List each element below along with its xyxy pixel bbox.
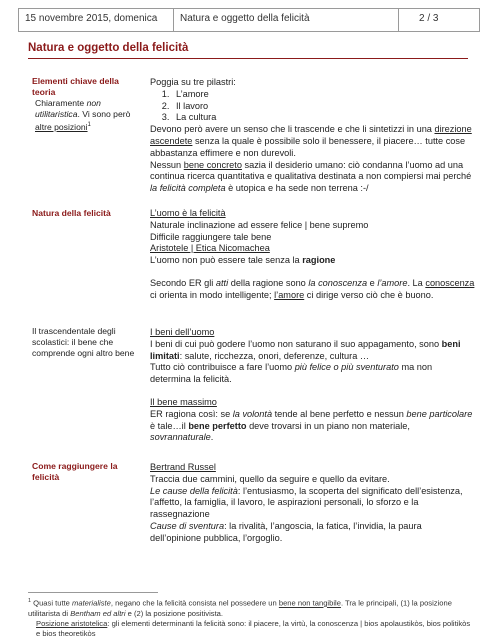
list-item: 3. La cultura: [172, 112, 475, 124]
section-label-key-elements: [32, 76, 144, 133]
paragraph: Devono però avere un senso che li trascende e che li sintetizzi in una direzione ascendete senza la quale è possibile solo il benessere, il piacere… tutte cose abbastanza effimere e non durevoli.: [150, 124, 472, 158]
section-label: Il trascendentale degli scolastici: il bene che comprende ogni altro bene: [32, 326, 135, 358]
section-body-how: Bertrand Russel Traccia due cammini, quello da seguire e quello da evitare. Le cause della felicità: l’entusiasmo, la scoperta del significato dell’esistenza, l’affetto, la famiglia, il lavoro, le aspirazioni personali, lo sforzo e la rassegnazione Cause di sventura: la rivalità, l’angoscia, la fatica, l’invidia, la paura dell’opinione pubblica, l’orgoglio.: [150, 462, 475, 545]
section-label: Natura della felicità: [32, 208, 111, 218]
section-label-how: [32, 461, 144, 483]
section-label: Come raggiungere la felicità: [32, 461, 118, 482]
section-body-nature: L’uomo è la felicità Naturale inclinazione ad essere felice | bene supremo Difficile raggiungere tale bene Aristotele | Etica Nicomachea L’uomo non può essere tale senza la ragione Secondo ER gli atti della ragione sono la conoscenza e l’amore. La conoscenza ci orienta in modo intelligente; l’amore ci dirige verso ciò che è buono.: [150, 208, 475, 300]
subheading: L’uomo è la felicità: [150, 208, 226, 218]
header-date: 15 novembre 2015, domenica: [19, 9, 174, 31]
header-topic: Natura e oggetto della felicità: [174, 9, 399, 31]
paragraph: ER ragiona così: se la volontà tende al bene perfetto e nessun bene particolare è tale…il bene perfetto deve trovarsi in un piano non materiale, sovrannaturale.: [150, 408, 473, 443]
section-body-goods: [150, 327, 475, 444]
page-title: Natura e oggetto della felicità: [28, 42, 189, 54]
section-body-key-elements: Poggia su tre pilastri: 1. L’amore 2. Il lavoro 3. La cultura Devono però avere un senso che li trascende e che li sintetizzi in una direzione ascendete senza la quale è possibile solo il benessere, il piacere… tutte cose abbastanza effimere e non durevoli. Nessun bene concreto sazia il desiderio umano: ciò condanna l’uomo ad una continua ricerca quantitativa e qualitativa destinata a non compiersi mai perché la felicità completa è utopica e ha sede non terrena :-/: [150, 77, 475, 195]
paragraph: Nessun bene concreto sazia il desiderio umano: ciò condanna l’uomo ad una continua ricerca quantitativa e qualitativa destinata a non compiersi mai perché la felicità completa è utopica e ha sede non terrena :-/: [150, 159, 472, 194]
list-item: 1. L’amore: [172, 89, 475, 101]
section-side-note: Chiaramente non utilitaristica. Vi sono però altre posizioni$^1$: [35, 98, 131, 132]
paragraph: I beni di cui può godere l’uomo non saturano il suo appagamento, sono beni limitati: salute, ricchezza, onori, deferenze, cultura …: [150, 338, 461, 361]
title-rule: [28, 58, 468, 59]
paragraph: Le cause della felicità: l’entusiasmo, la scoperta del significato dell’esistenza, l’affetto, la famiglia, il lavoro, le aspirazioni personali, lo sforzo e la rassegnazione: [150, 485, 463, 520]
paragraph: Tutto ciò contribuisce a fare l’uomo più felice o più sventurato ma non determina la felicità.: [150, 362, 433, 385]
footnote: $^1$ Quasi tutte materialiste, negano che la felicità consista nel possedere un bene non tangibile. Tra le principali, (1) la posizione utilitarista di Bentham ed altri e (2) la posizione positivista. Posizione aristotelica: gli elementi determinanti la felicità sono: il piacere, la virtù, la conoscenza | bios apolaustikòs, bios politikòs e bios theoretikòs: [28, 598, 471, 638]
section-label: Elementi chiave della teoria: [32, 76, 119, 97]
header-page-number: 2 / 3: [419, 13, 439, 24]
footnote-separator: [28, 592, 158, 593]
subheading: Bertrand Russel: [150, 462, 216, 472]
subheading: I beni dell’uomo: [150, 327, 215, 337]
paragraph: Cause di sventura: la rivalità, l’angoscia, la fatica, l’invidia, la paura dell’opinione pubblica, l’orgoglio.: [150, 520, 422, 543]
list-item: 2. Il lavoro: [172, 101, 475, 113]
footnote-ref[interactable]: 1: [87, 122, 91, 128]
page-header: [18, 8, 480, 32]
pillars-list: [150, 89, 475, 124]
subheading: Il bene massimo: [150, 396, 217, 407]
section-label-nature: [32, 208, 144, 219]
section-label-transcendental: [32, 326, 144, 359]
paragraph: Secondo ER gli atti della ragione sono la conoscenza e l’amore. La conoscenza ci orienta in modo intelligente; l’amore ci dirige verso ciò che è buono.: [150, 277, 475, 300]
